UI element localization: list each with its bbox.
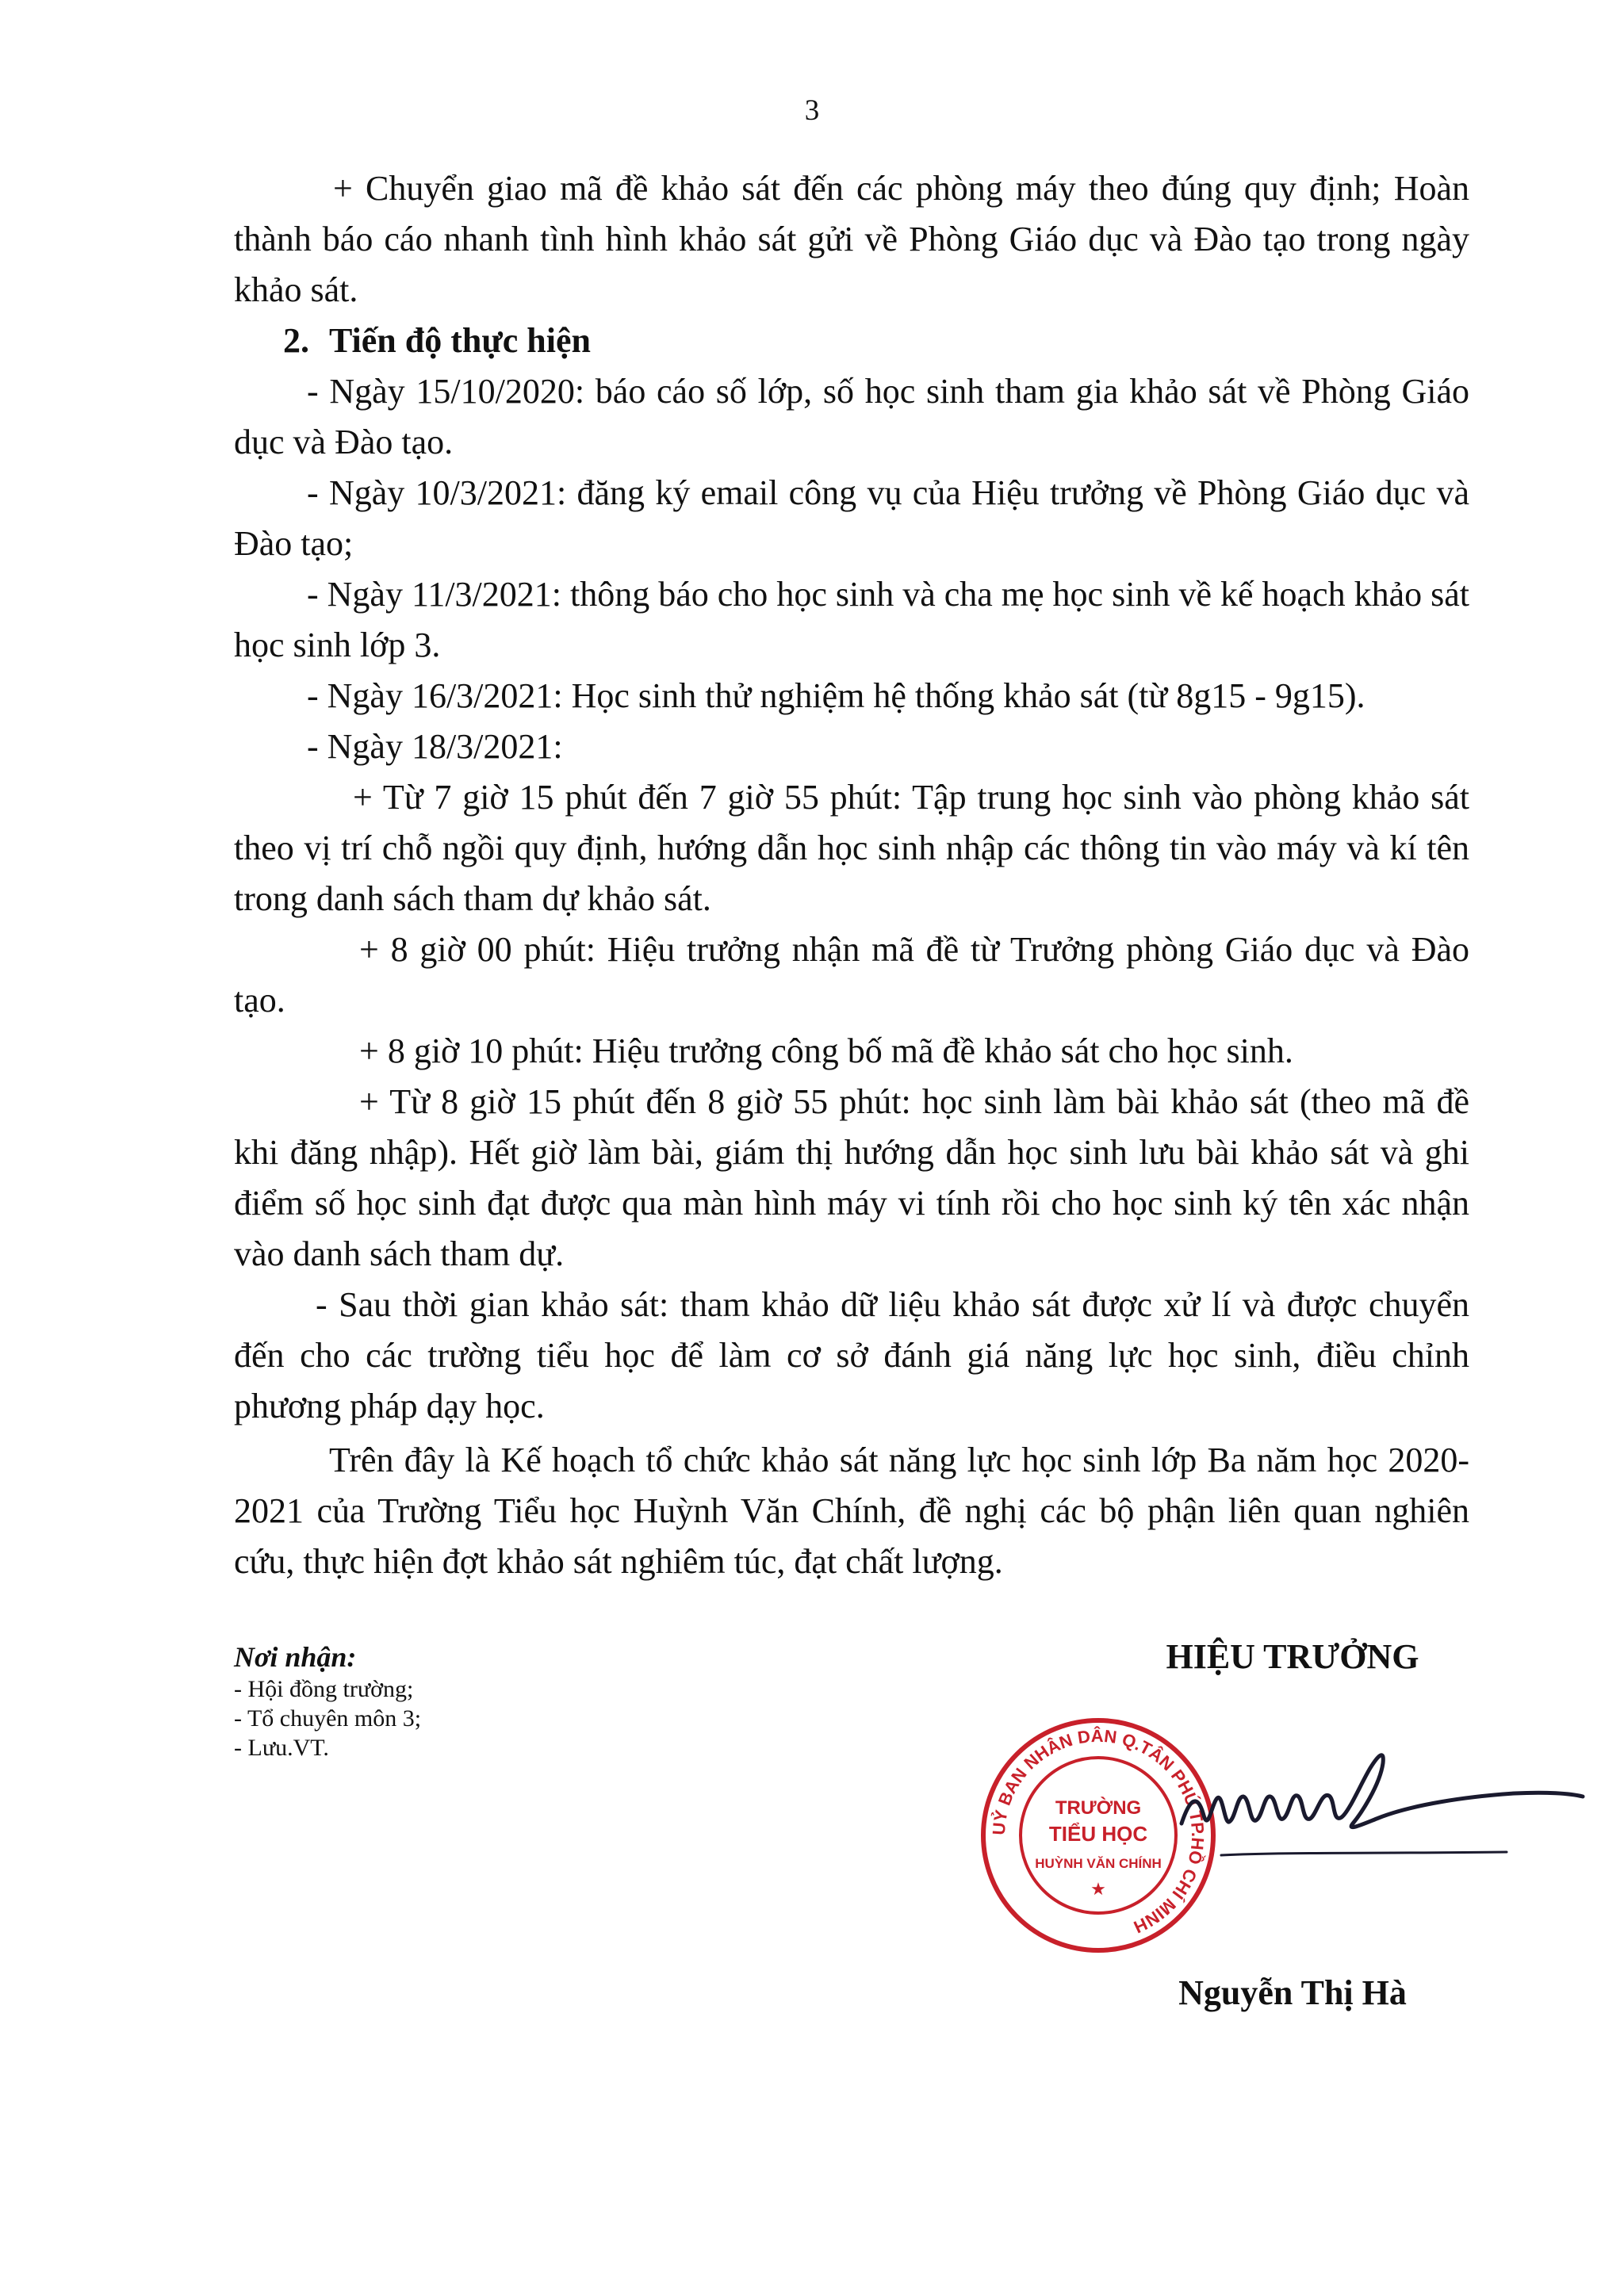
- paragraph-transfer-codes: + Chuyển giao mã đề khảo sát đến các phòng máy theo đúng quy định; Hoàn thành báo cáo nhanh tình hình khảo sát gửi về Phòng Giáo dục và Đào tạo trong ngày khảo sát.: [234, 169, 1469, 309]
- page-number: 3: [804, 94, 820, 127]
- paragraph-date-15-10: - Ngày 15/10/2020: báo cáo số lớp, số học sinh tham gia khảo sát về Phòng Giáo dục và Đào tạo.: [234, 372, 1469, 461]
- paragraph-after-survey: - Sau thời gian khảo sát: tham khảo dữ liệu khảo sát được xử lí và được chuyển đến cho các trường tiểu học để làm cơ sở đánh giá năng lực học sinh, điều chỉnh phương pháp dạy học.: [234, 1285, 1469, 1425]
- stamp-star: ★: [1090, 1879, 1106, 1899]
- recipient-item: - Hội đồng trường;: [234, 1676, 414, 1702]
- recipients-block: [234, 1640, 646, 1762]
- signer-title: HIỆU TRƯỞNG: [1166, 1637, 1419, 1676]
- paragraph-schedule-8h10: + 8 giờ 10 phút: Hiệu trưởng công bố mã đề khảo sát cho học sinh.: [359, 1031, 1293, 1070]
- recipient-item: - Tổ chuyên môn 3;: [234, 1705, 422, 1732]
- section-number: 2.: [283, 321, 309, 360]
- paragraph-date-11-3: - Ngày 11/3/2021: thông báo cho học sinh và cha mẹ học sinh về kế hoạch khảo sát học sinh lớp 3.: [234, 575, 1469, 664]
- section-title: Tiến độ thực hiện: [329, 321, 591, 360]
- paragraph-schedule-8h00: + 8 giờ 00 phút: Hiệu trưởng nhận mã đề từ Trưởng phòng Giáo dục và Đào tạo.: [234, 930, 1469, 1020]
- recipients-title: Nơi nhận:: [234, 1641, 357, 1673]
- stamp-line-name: HUỲNH VĂN CHÍNH: [1035, 1856, 1162, 1871]
- paragraph-date-10-3: - Ngày 10/3/2021: đăng ký email công vụ của Hiệu trưởng về Phòng Giáo dục và Đào tạo;: [234, 473, 1469, 563]
- recipients-list: [234, 1674, 646, 1762]
- stamp-line-school: TRƯỜNG: [1055, 1797, 1142, 1819]
- paragraph-schedule-7h15: + Từ 7 giờ 15 phút đến 7 giờ 55 phút: Tập trung học sinh vào phòng khảo sát theo vị trí chỗ ngồi quy định, hướng dẫn học sinh nhập các thông tin vào máy và kí tên trong danh sách tham dự khảo sát.: [234, 778, 1469, 918]
- paragraph-schedule-8h15: + Từ 8 giờ 15 phút đến 8 giờ 55 phút: học sinh làm bài khảo sát (theo mã đề khi đăng nhập). Hết giờ làm bài, giám thị hướng dẫn học sinh lưu bài khảo sát và ghi điểm số học sinh đạt được qua màn hình máy vi tính rồi cho học sinh ký tên xác nhận vào danh sách tham dự.: [234, 1082, 1469, 1273]
- document-body: [234, 163, 1469, 1587]
- paragraph-date-16-3: - Ngày 16/3/2021: Học sinh thử nghiệm hệ thống khảo sát (từ 8g15 - 9g15).: [307, 676, 1365, 715]
- section-heading: [234, 316, 1469, 366]
- signature-underline: [1221, 1852, 1507, 1855]
- paragraph-date-18-3: - Ngày 18/3/2021:: [307, 727, 563, 766]
- recipient-item: - Lưu.VT.: [234, 1735, 329, 1761]
- signer-name: Nguyễn Thị Hà: [1178, 1973, 1407, 2012]
- paragraph-conclusion: Trên đây là Kế hoạch tổ chức khảo sát năng lực học sinh lớp Ba năm học 2020-2021 của Trường Tiểu học Huỳnh Văn Chính, đề nghị các bộ phận liên quan nghiên cứu, thực hiện đợt khảo sát nghiêm túc, đạt chất lượng.: [234, 1441, 1469, 1581]
- principal-signature: [1174, 1720, 1586, 1911]
- signature-stroke: [1182, 1755, 1583, 1827]
- stamp-outer-text: UỶ BAN NHÂN DÂN Q.TÂN PHÚ TP.HỒ CHÍ MINH: [988, 1725, 1208, 1938]
- stamp-line-primary: TIỂU HỌC: [1048, 1822, 1148, 1846]
